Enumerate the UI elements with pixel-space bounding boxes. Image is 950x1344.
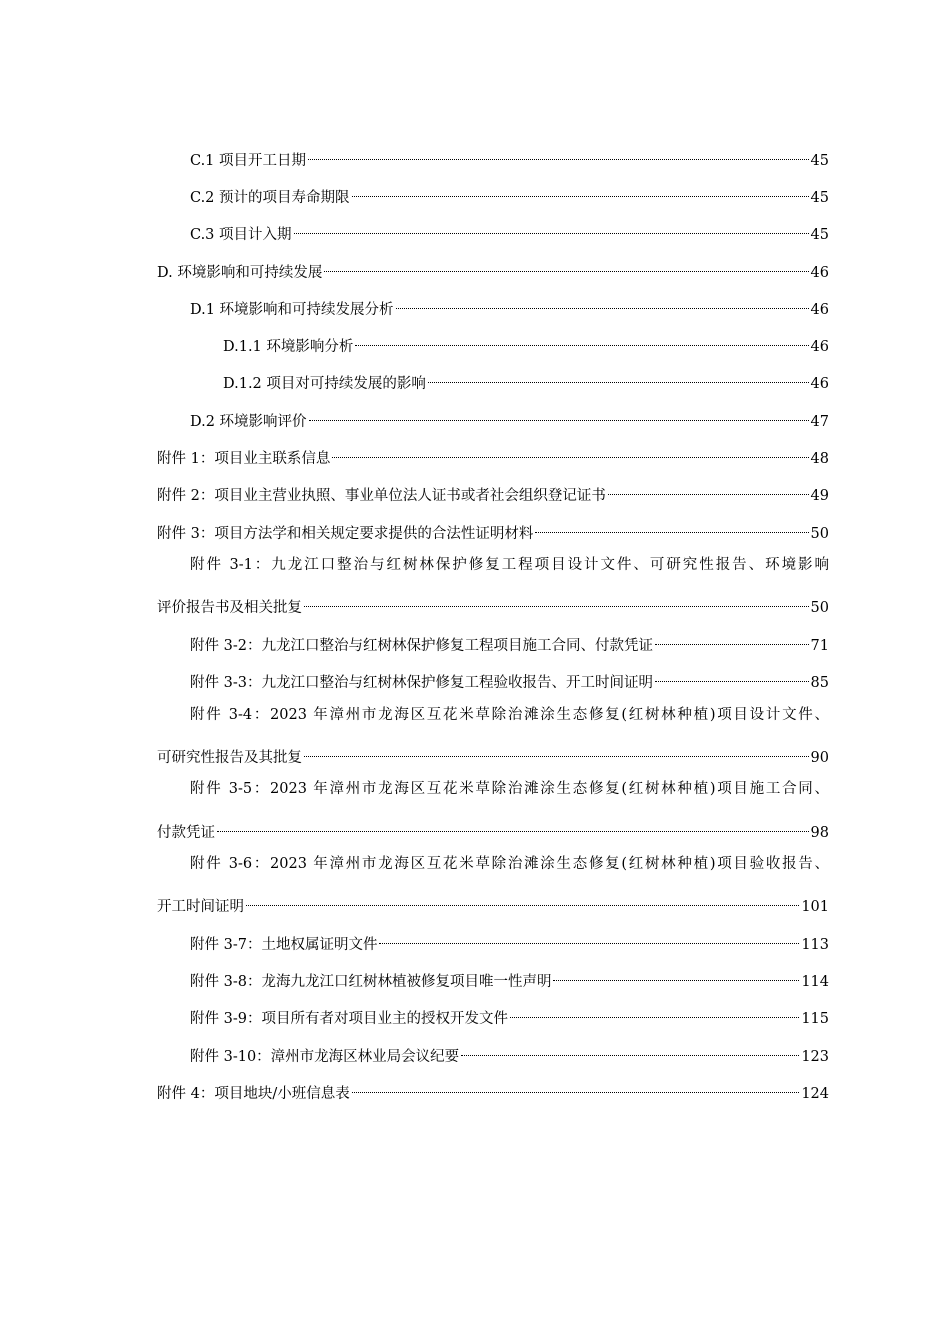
toc-leader-dots <box>428 368 809 388</box>
toc-entry[interactable] <box>190 182 829 206</box>
toc-entry[interactable] <box>223 368 829 392</box>
toc-page-number: 50 <box>810 526 829 542</box>
toc-leader-dots <box>324 257 808 277</box>
toc-page-number: 124 <box>801 1086 829 1102</box>
toc-entry-title-line1[interactable]: 附件 3-5：2023 年漳州市龙海区互花米草除治滩涂生态修复(红树林种植)项目施工合同、 <box>190 781 829 797</box>
toc-entry[interactable] <box>157 1078 829 1102</box>
toc-entry[interactable] <box>157 742 829 766</box>
toc-leader-dots <box>294 219 809 239</box>
toc-leader-dots <box>608 480 809 500</box>
toc-page-number: 123 <box>801 1049 829 1065</box>
toc-leader-dots <box>461 1041 799 1061</box>
toc-leader-dots <box>332 443 808 463</box>
toc-entry-title: 附件 2：项目业主营业执照、事业单位法人证书或者社会组织登记证书 <box>157 488 606 504</box>
toc-leader-dots <box>655 667 809 687</box>
toc-entry[interactable] <box>190 630 829 654</box>
toc-leader-dots <box>553 966 799 986</box>
toc-page-number: 115 <box>801 1011 829 1027</box>
toc-entry-title: 附件 3-2：九龙江口整治与红树林保护修复工程项目施工合同、付款凭证 <box>190 638 653 654</box>
toc-leader-dots <box>352 1078 800 1098</box>
toc-entry-title: C.3 项目计入期 <box>190 227 292 243</box>
toc-page-number: 49 <box>810 488 829 504</box>
toc-leader-dots <box>379 929 799 949</box>
toc-entry-title: 附件 3-8：龙海九龙江口红树林植被修复项目唯一性声明 <box>190 974 552 990</box>
toc-entry-title-line2: 可研究性报告及其批复 <box>157 750 302 766</box>
toc-entry-title-line2: 开工时间证明 <box>157 899 244 915</box>
toc-entry-title: D.2 环境影响评价 <box>190 414 307 430</box>
toc-page-number: 113 <box>801 937 829 953</box>
toc-page-number: 46 <box>810 339 829 355</box>
toc-entry-title: 附件 4：项目地块/小班信息表 <box>157 1086 350 1102</box>
toc-entry[interactable] <box>190 966 829 990</box>
toc-leader-dots <box>355 331 808 351</box>
toc-entry[interactable] <box>223 331 829 355</box>
toc-entry[interactable] <box>190 1003 829 1027</box>
toc-page-number: 98 <box>810 825 829 841</box>
toc-entry-title-line1[interactable]: 附件 3-4：2023 年漳州市龙海区互花米草除治滩涂生态修复(红树林种植)项目设计文件、 <box>190 707 829 723</box>
toc-page-number: 45 <box>810 227 829 243</box>
toc-entry[interactable] <box>157 592 829 616</box>
toc-leader-dots <box>655 630 809 650</box>
toc-page-number: 45 <box>810 190 829 206</box>
toc-leader-dots <box>352 182 809 202</box>
toc-entry[interactable] <box>190 1041 829 1065</box>
toc-entry[interactable] <box>157 518 829 542</box>
toc-page-number: 50 <box>810 600 829 616</box>
toc-leader-dots <box>246 891 799 911</box>
toc-entry[interactable] <box>190 294 829 318</box>
toc-entry[interactable] <box>157 817 829 841</box>
toc-entry-title-line2: 付款凭证 <box>157 825 215 841</box>
toc-page-number: 101 <box>801 899 829 915</box>
toc-entry[interactable] <box>157 257 829 281</box>
toc-entry-title-line1[interactable]: 附件 3-6：2023 年漳州市龙海区互花米草除治滩涂生态修复(红树林种植)项目验收报告、 <box>190 856 829 872</box>
toc-page-number: 46 <box>810 265 829 281</box>
toc-entry-title: 附件 3-7：土地权属证明文件 <box>190 937 378 953</box>
toc-page-number: 114 <box>801 974 829 990</box>
toc-entry-title-line1[interactable]: 附件 3-1：九龙江口整治与红树林保护修复工程项目设计文件、可研究性报告、环境影响 <box>190 557 829 573</box>
toc-entry[interactable] <box>157 891 829 915</box>
toc-page-number: 90 <box>810 750 829 766</box>
toc-entry-title: C.2 预计的项目寿命期限 <box>190 190 350 206</box>
toc-entry[interactable] <box>190 219 829 243</box>
toc-leader-dots <box>396 294 809 314</box>
toc-entry-title: C.1 项目开工日期 <box>190 153 307 169</box>
toc-page-number: 46 <box>810 302 829 318</box>
toc-page-number: 47 <box>810 414 829 430</box>
toc-leader-dots <box>304 742 809 762</box>
toc-page-number: 45 <box>810 153 829 169</box>
toc-leader-dots <box>535 518 808 538</box>
toc-entry-title: D.1 环境影响和可持续发展分析 <box>190 302 394 318</box>
toc-entry[interactable] <box>190 667 829 691</box>
toc-leader-dots <box>217 817 809 837</box>
toc-entry[interactable] <box>157 443 829 467</box>
toc-entry[interactable] <box>190 929 829 953</box>
toc-entry-title: 附件 3-3：九龙江口整治与红树林保护修复工程验收报告、开工时间证明 <box>190 675 653 691</box>
toc-entry-title: 附件 3-10：漳州市龙海区林业局会议纪要 <box>190 1049 460 1065</box>
toc-entry-title: D.1.2 项目对可持续发展的影响 <box>223 376 426 392</box>
toc-entry-title-line2: 评价报告书及相关批复 <box>157 600 302 616</box>
toc-entry-title: D.1.1 环境影响分析 <box>223 339 354 355</box>
toc-entry-title: D. 环境影响和可持续发展 <box>157 265 323 281</box>
toc-page-number: 85 <box>810 675 829 691</box>
toc-leader-dots <box>309 406 809 426</box>
toc-leader-dots <box>510 1003 799 1023</box>
toc-leader-dots <box>308 145 809 165</box>
toc-page-number: 71 <box>810 638 829 654</box>
toc-entry[interactable] <box>157 480 829 504</box>
toc-entry-title: 附件 3：项目方法学和相关规定要求提供的合法性证明材料 <box>157 526 534 542</box>
toc-page-number: 46 <box>810 376 829 392</box>
toc-page-number: 48 <box>810 451 829 467</box>
toc-entry[interactable] <box>190 406 829 430</box>
toc-entry-title: 附件 3-9：项目所有者对项目业主的授权开发文件 <box>190 1011 508 1027</box>
toc-entry[interactable] <box>190 145 829 169</box>
toc-entry-title: 附件 1：项目业主联系信息 <box>157 451 331 467</box>
toc-leader-dots <box>304 592 809 612</box>
